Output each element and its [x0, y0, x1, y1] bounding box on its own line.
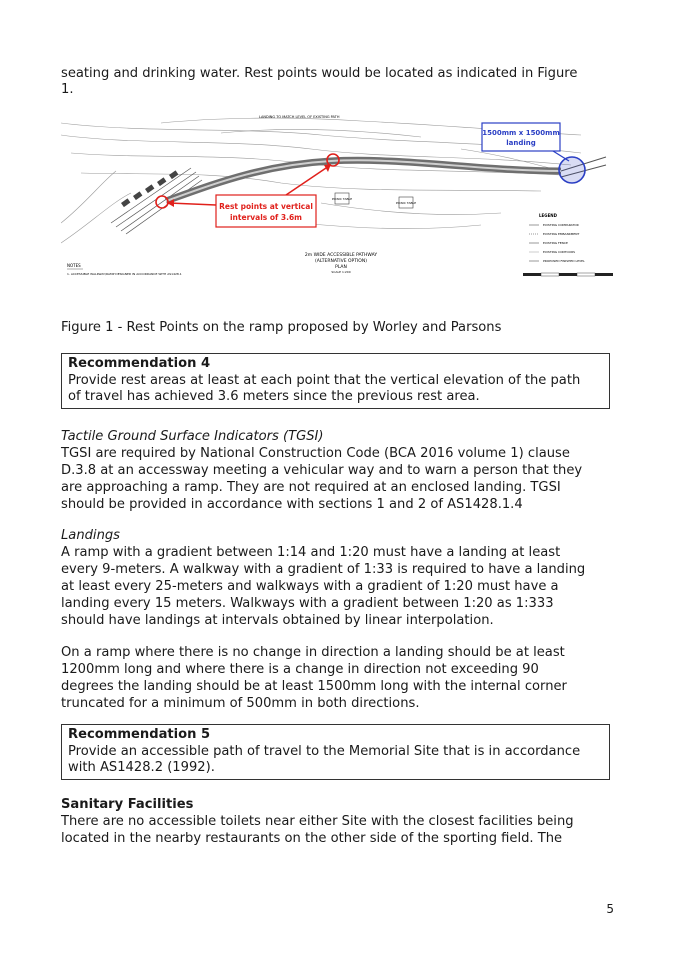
plan-title-1: 2m WIDE ACCESSIBLE PATHWAY — [304, 253, 378, 258]
landing-callout-line-1: 1500mm x 1500mm — [482, 129, 560, 137]
top-note: LANDING TO MATCH LEVEL OF EXISTING PATH — [259, 115, 340, 119]
legend-title: LEGEND — [539, 213, 557, 218]
sanitary-line-2: located in the nearby restaurants on the other side of the sporting field. The — [61, 831, 563, 846]
page-number: 5 — [606, 902, 614, 916]
recommendation-4-box — [61, 353, 610, 409]
landings-p2-line-4: truncated for a minimum of 500mm in both directions. — [61, 696, 420, 711]
site-plan-drawing — [61, 113, 616, 290]
plan-title-2: (ALTERNATIVE OPTION) — [315, 259, 367, 264]
landings-p2-line-3: degrees the landing should be at least 1500mm long with the internal corner — [61, 679, 567, 694]
landings-line-2: every 9-meters. A walkway with a gradient of 1:33 is required to have a landing — [61, 562, 586, 577]
landing-marker — [559, 157, 585, 183]
rest-arrow-2 — [286, 166, 329, 195]
landings-heading: Landings — [61, 528, 120, 543]
tgsi-line-1: TGSI are required by National Construction Code (BCA 2016 volume 1) clause — [61, 446, 570, 461]
notes-label: NOTES — [67, 263, 81, 268]
sanitary-heading: Sanitary Facilities — [61, 797, 194, 812]
scale-bar — [523, 273, 613, 276]
recommendation-5-line-1: Provide an accessible path of travel to the Memorial Site that is in accordance — [68, 743, 581, 759]
landing-callout-line-2: landing — [506, 139, 536, 147]
tgsi-heading: Tactile Ground Surface Indicators (TGSI) — [61, 429, 324, 444]
rest-callout-line-2: intervals of 3.6m — [229, 213, 303, 222]
recommendation-4-title: Recommendation 4 — [68, 356, 211, 371]
picnic-table-label-2: PICNIC TABLE — [395, 201, 417, 205]
landings-line-5: should have landings at intervals obtained by linear interpolation. — [61, 613, 494, 628]
recommendation-5-title: Recommendation 5 — [68, 727, 211, 742]
landings-line-4: landing every 15 meters. Walkways with a gradient between 1:20 as 1:333 — [61, 596, 554, 611]
rest-callout-line-1: Rest points at vertical — [219, 202, 313, 211]
landings-line-1: A ramp with a gradient between 1:14 and 1:20 must have a landing at least — [61, 545, 561, 560]
tgsi-line-4: should be provided in accordance with sections 1 and 2 of AS1428.1.4 — [61, 497, 523, 512]
site-plan-figure — [61, 113, 616, 290]
tgsi-line-3: are approaching a ramp. They are not required at an enclosed landing. TGSI — [61, 480, 561, 495]
landings-p2-line-2: 1200mm long and where there is a change in direction not exceeding 90 — [61, 662, 539, 677]
legend-item: PROPOSED FINISHED LEVEL — [543, 259, 585, 263]
plan-title-4: SCALE 1:200 — [331, 270, 351, 274]
rest-callout-box — [216, 195, 316, 227]
intro-line-1: seating and drinking water. Rest points would be located as indicated in Figure — [61, 66, 578, 81]
tgsi-line-2: D.3.8 at an accessway meeting a vehicular way and to warn a person that they — [61, 463, 583, 478]
rest-arrow-1 — [169, 203, 216, 205]
recommendation-5-box — [61, 724, 610, 780]
figure-caption: Figure 1 - Rest Points on the ramp proposed by Worley and Parsons — [61, 320, 502, 335]
recommendation-4-line-1: Provide rest areas at least at each point that the vertical elevation of the path — [68, 372, 581, 388]
legend-item: EXISTING FENCE — [543, 241, 568, 245]
legend-items — [529, 223, 585, 263]
intro-line-2: 1. — [61, 82, 74, 97]
recommendation-4-line-2: of travel has achieved 3.6 meters since the previous rest area. — [68, 389, 480, 405]
landings-line-3: at least every 25-meters and walkways with a gradient of 1:20 must have a — [61, 579, 559, 594]
recommendation-5-line-2: with AS1428.2 (1992). — [68, 760, 215, 776]
landings-p2-line-1: On a ramp where there is no change in direction a landing should be at least — [61, 645, 565, 660]
legend-item: EXISTING COMPARATOR — [543, 223, 579, 227]
picnic-table-label-1: PICNIC TABLE — [331, 197, 353, 201]
plan-title-3: PLAN — [335, 265, 347, 270]
sanitary-line-1: There are no accessible toilets near either Site with the closest facilities being — [61, 814, 574, 829]
legend-item: EXISTING EMBANKMENT — [543, 232, 580, 236]
legend-item: EXISTING CONTOURS — [543, 250, 576, 254]
notes-item: 1. ACCESSIBLE WALKWAY/RAMP DESIGNED IN ACCORDANCE WITH AS1428.1 — [67, 272, 182, 276]
